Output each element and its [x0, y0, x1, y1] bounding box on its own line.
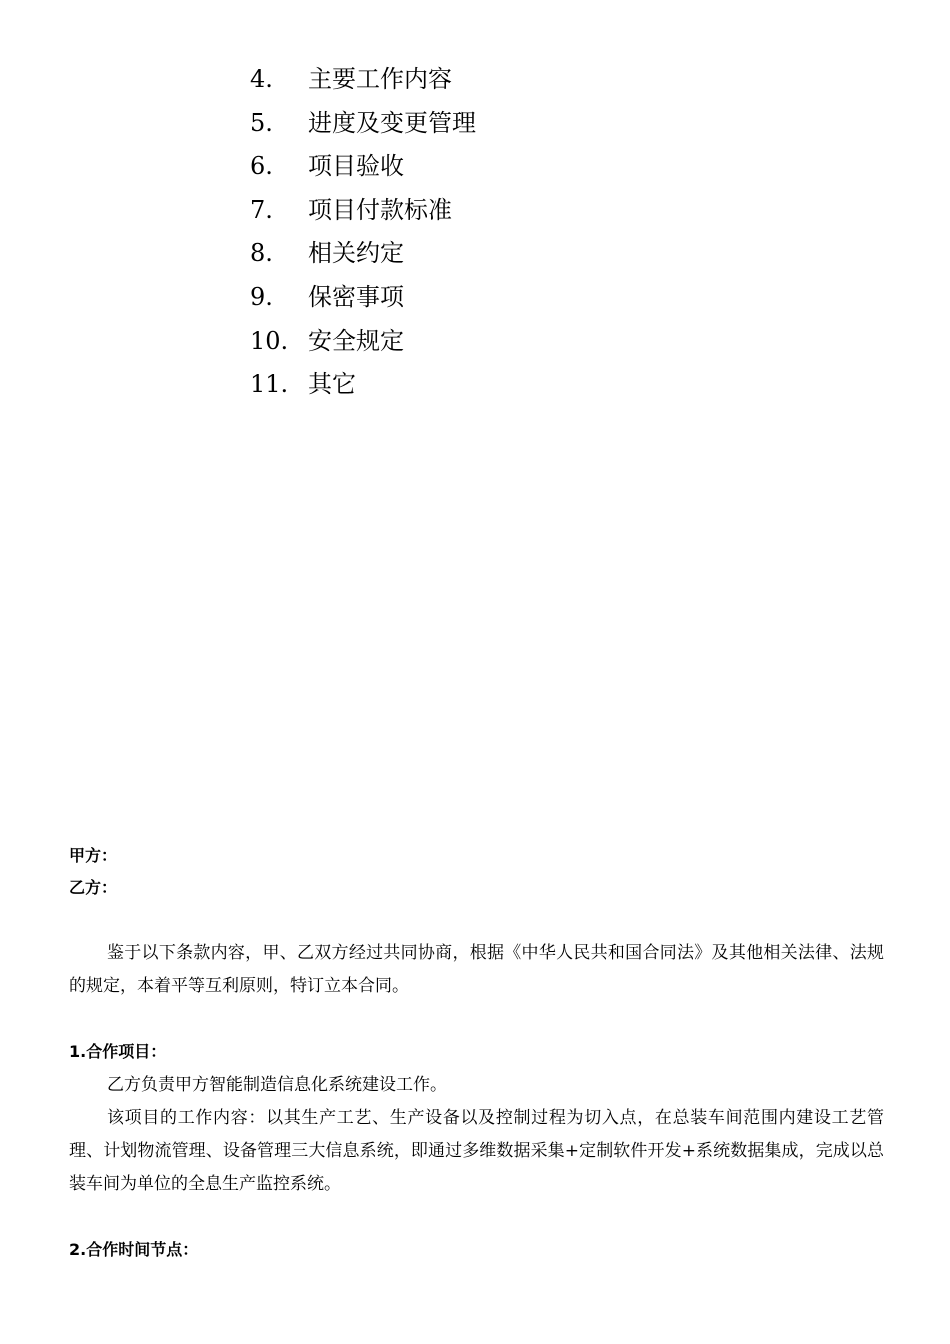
- toc-item: [250, 145, 476, 189]
- section-paragraph: 该项目的工作内容：以其生产工艺、生产设备以及控制过程为切入点，在总装车间范围内建设工艺管理、计划物流管理、设备管理三大信息系统，即通过多维数据采集+定制软件开发+系统数据集成，完成以总装车间为单位的全息生产监控系统。: [69, 1108, 884, 1194]
- contract-parties: [69, 840, 117, 904]
- toc-item-number: 8.: [250, 239, 273, 268]
- section-heading-cooperation-project: 1.合作项目：: [69, 1042, 167, 1061]
- toc-item: [250, 232, 476, 276]
- party-b-label: 乙方：: [69, 878, 118, 897]
- toc-item: [250, 189, 476, 233]
- toc-item-number: 6.: [250, 152, 273, 181]
- toc-item: [250, 276, 476, 320]
- toc-item: [250, 102, 476, 146]
- table-of-contents: [250, 58, 476, 407]
- toc-item: [250, 320, 476, 364]
- toc-item-number: 7.: [250, 195, 273, 224]
- section-heading-cooperation-timeline: 2.合作时间节点：: [69, 1240, 199, 1259]
- toc-item-number: 10.: [250, 326, 289, 355]
- toc-item-number: 4.: [250, 65, 273, 93]
- toc-item: [250, 363, 476, 407]
- toc-item-title: 项目付款标准: [308, 195, 452, 224]
- toc-item-title: 相关约定: [308, 239, 404, 268]
- toc-item-title: 进度及变更管理: [308, 108, 476, 137]
- contract-preamble: 鉴于以下条款内容，甲、乙双方经过共同协商，根据《中华人民共和国合同法》及其他相关法律、法规的规定，本着平等互利原则，特订立本合同。: [69, 943, 884, 996]
- toc-item-title: 其它: [308, 370, 356, 399]
- toc-item-title: 保密事项: [308, 282, 404, 311]
- party-a-label: 甲方：: [69, 846, 118, 865]
- toc-item-number: 11.: [250, 370, 289, 399]
- toc-item-title: 项目验收: [308, 152, 404, 181]
- toc-item-title: 安全规定: [308, 326, 404, 355]
- section-paragraph: 乙方负责甲方智能制造信息化系统建设工作。: [107, 1075, 447, 1095]
- toc-item-number: 5.: [250, 108, 273, 137]
- toc-item-number: 9.: [250, 282, 273, 311]
- toc-item-title: 主要工作内容: [308, 65, 452, 93]
- toc-item: [250, 58, 476, 102]
